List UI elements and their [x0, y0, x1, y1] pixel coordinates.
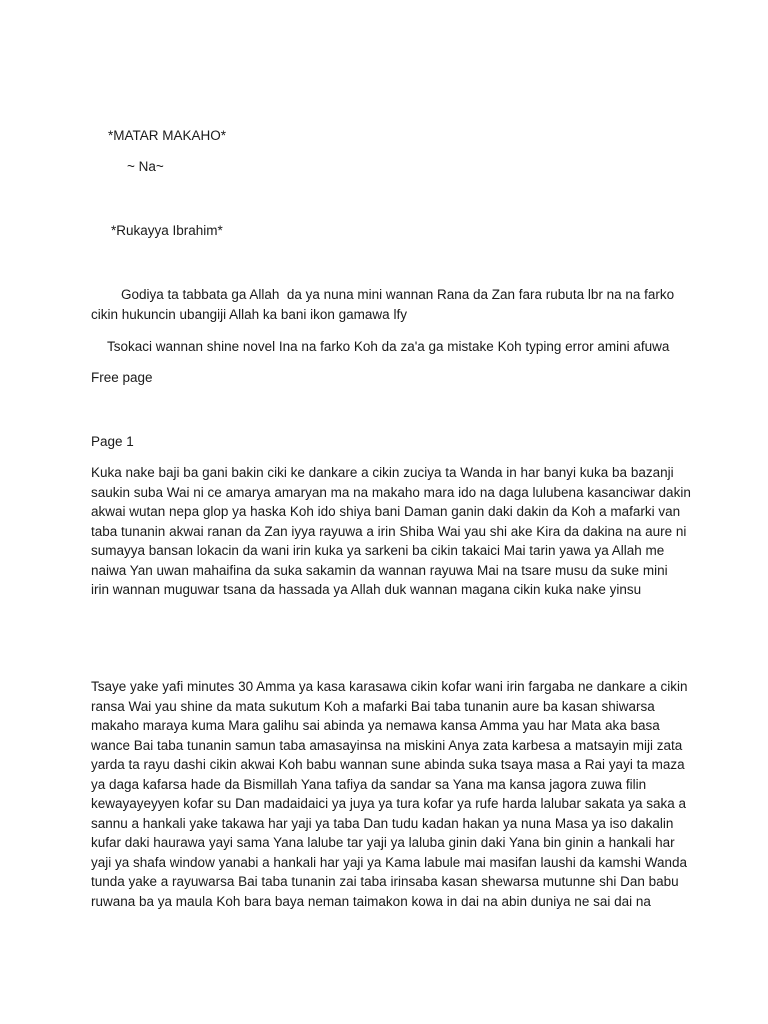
paragraph-1	[91, 463, 691, 600]
paragraph-line: Tsaye yake yafi minutes 30 Amma ya kasa karasawa cikin kofar wani irin fargaba ne dankare a cikin	[91, 679, 688, 694]
author-name: *Rukayya Ibrahim*	[111, 223, 223, 238]
intro-line: cikin hukuncin ubangiji Allah ka bani ikon gamawa lfy	[91, 306, 407, 322]
author-note: Tsokaci wannan shine novel Ina na farko Koh da za'a ga mistake Koh typing error amini afuwa	[107, 339, 670, 354]
paragraph-line: yarda ta rayu dashi cikin akwai Koh babu wannan sune abinda suka tsaya masa a Rai yayi ta maza	[91, 757, 685, 772]
page-number-label: Page 1	[91, 434, 134, 449]
paragraph-line: sannu a hankali yake takawa har yaji ya taba Dan tudu kadan hakan ya nuna Masa ya iso dakalin	[91, 815, 674, 831]
paragraph-line: sumayya bansan lokacin da wani irin kuka ya sarkeni ba cikin takaici Mai tarin yawa ya Allah me	[91, 543, 665, 558]
paragraph-line: irin wannan muguwar tsana da hassada ya Allah duk wannan magana cikin kuka nake yinsu	[91, 582, 642, 597]
paragraph-line: akwai wutan nepa glop ya haska Koh ido shiya bani Daman ganin daki dakin da Koh a mafarki van	[91, 504, 681, 519]
paragraph-line: yaji ya shafa window yanabi a hankali har yaji ya Kama labule mai masifan laushi da kamshi Wanda	[91, 854, 688, 870]
paragraph-line: taba tunanin akwai ranan da Zan iyya rayuwa a irin Shiba Wai yau shi ake Kira da dakina na aure ni	[91, 523, 687, 539]
paragraph-line: ruwana ba ya maula Koh bara baya neman taimakon kowa in dai na abin duniya ne sai dai na	[91, 893, 651, 909]
paragraph-line: ya daga kafarsa hade da Bismillah Yana tafiya da sandar sa Yana ma kansa jagora zuwa filin	[91, 776, 647, 792]
by-line: ~ Na~	[127, 159, 164, 174]
paragraph-line: saukin suba Wai ni ce amarya amaryan ma na makaho mara ido na daga lulubena kasanciwar dakin	[91, 484, 691, 500]
free-page-label: Free page	[91, 370, 153, 385]
paragraph-line: naiwa Yan uwan mahaifina da suka sakamin da wannan rayuwa Mai na tsare musu da suke mini	[91, 562, 668, 578]
paragraph-line: kewayayeyyen kofar su Dan madaidaici ya juya ya tura kofar ya rufe harda lalubar sakata ya saka a	[91, 796, 687, 811]
document-title: *MATAR MAKAHO*	[108, 128, 227, 143]
intro-line: Godiya ta tabbata ga Allah da ya nuna mini wannan Rana da Zan fara rubuta lbr na na farko	[91, 287, 675, 302]
paragraph-line: wance Bai taba tunanin samun taba amasayinsa na miskini Anya zata karbesa a matsayin miji zata	[91, 737, 683, 753]
paragraph-line: ransa Wai yau shine da mata sukutum Koh a mafarki Bai taba tunanin aure ba kasan shiwarsa	[91, 698, 655, 714]
paragraph-2	[91, 677, 688, 911]
paragraph-line: tunda yake a rayuwarsa Bai taba tunanin zai taba irinsaba kasan shewarsa mutunne shi Dan babu	[91, 874, 679, 889]
paragraph-line: makaho maraya kuma Mara galihu sai abinda ya nemawa kansa Amma yau har Mata aka basa	[91, 718, 660, 733]
paragraph-line: kufar daki haurawa yayi sama Yana lalube tar yaji ya laluba ginin daki Yana bin ginin a hankali har	[91, 835, 675, 850]
intro-paragraph	[91, 285, 681, 324]
paragraph-line: Kuka nake baji ba gani bakin ciki ke dankare a cikin zuciya ta Wanda in har banyi kuka ba bazanji	[91, 465, 674, 480]
